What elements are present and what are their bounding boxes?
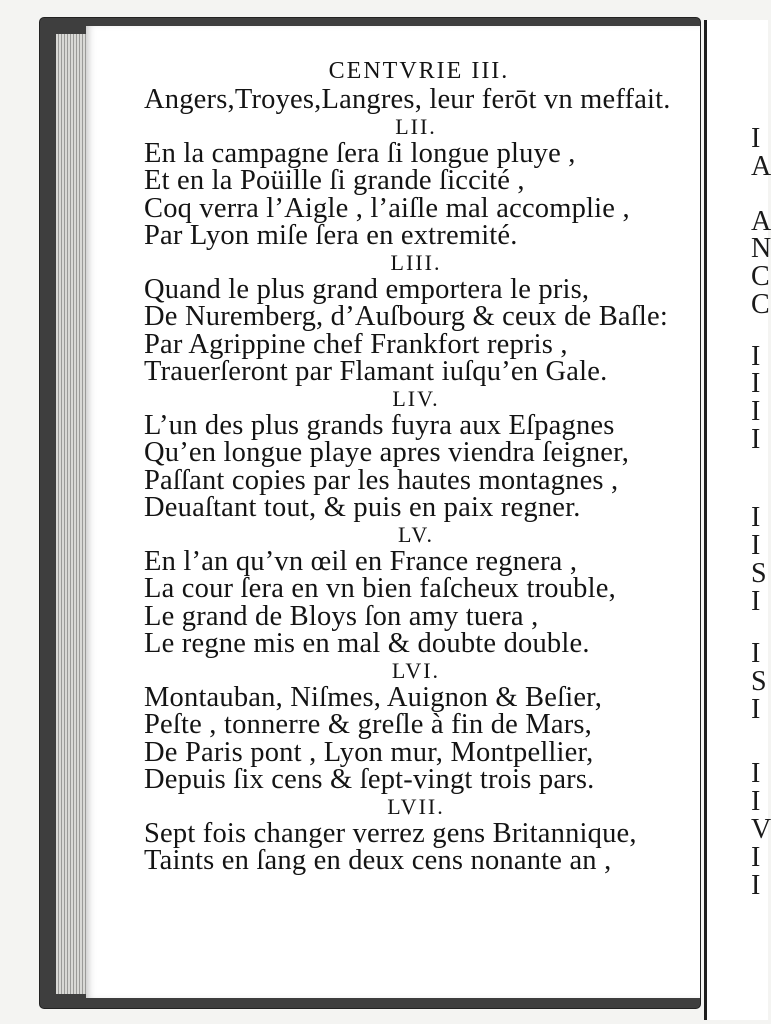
facing-page-fragment: A — [751, 151, 771, 182]
verse-line: Angers,Troyes,Langres, leur ferōt vn meffait. — [144, 84, 671, 115]
verse-line: Par Agrippine chef Frankfort repris , — [144, 328, 568, 360]
facing-page-fragment: C — [751, 289, 770, 320]
verse-line: Deuaſtant tout, & puis en paix regner. — [144, 492, 581, 523]
verse-line: Coq verra l’Aigle , l’aiſle mal accomplie , — [144, 192, 630, 224]
facing-page-fragment: I — [751, 842, 761, 873]
facing-page-fragment: N — [751, 233, 771, 264]
facing-page-fragment: S — [751, 666, 767, 697]
facing-page-fragment: I — [751, 758, 761, 789]
facing-page-fragment: I — [751, 123, 761, 154]
page-text — [144, 56, 671, 876]
quatrain-number: LII. — [395, 113, 437, 139]
verse-line: Taints en ſang en deux cens nonante an , — [144, 845, 612, 876]
facing-page-fragment: I — [751, 368, 761, 399]
verse-line: L’un des plus grands fuyra aux Eſpagnes — [144, 409, 615, 441]
quatrain-number: LVII. — [387, 793, 445, 819]
facing-page-fragment: I — [751, 586, 761, 617]
verse-line: Sept fois changer verrez gens Britannique, — [144, 817, 637, 849]
facing-page-fragment: S — [751, 558, 767, 589]
quatrain-number: LVI. — [391, 657, 441, 683]
quatrain-number: LIII. — [390, 249, 442, 275]
verse-line: Par Lyon miſe ſera en extremité. — [144, 220, 518, 251]
facing-page-fragment: I — [751, 502, 761, 533]
verse-line: Quand le plus grand emportera le pris, — [144, 273, 590, 305]
running-head: CENTVRIE III. — [328, 58, 510, 84]
facing-page-fragment: I — [751, 786, 761, 817]
facing-page-fragment: C — [751, 261, 770, 292]
facing-page-fragment: I — [751, 694, 761, 725]
facing-page-fragment: I — [751, 530, 761, 561]
verse-line: Depuis ſix cens & ſept-vingt trois pars. — [144, 764, 595, 795]
facing-page-fragment: I — [751, 870, 761, 901]
quatrain-number: LV. — [398, 521, 434, 547]
verse-line: Trauerſeront par Flamant iuſqu’en Gale. — [144, 356, 608, 387]
verse-line: De Nuremberg, d’Auſbourg & ceux de Baſle: — [144, 301, 668, 332]
facing-page-fragment: I — [751, 638, 761, 669]
facing-page-fragment: I — [751, 424, 761, 455]
verse-line: Qu’en longue playe apres viendra ſeigner, — [144, 437, 630, 468]
facing-page-fragment: I — [751, 341, 761, 372]
verse-block — [144, 84, 671, 876]
facing-page-fragment: A — [751, 206, 771, 237]
facing-page-fragment: V — [751, 814, 771, 845]
verse-line: Peſte , tonnerre & greſle à fin de Mars, — [144, 709, 593, 740]
verse-line: Paſſant copies par les hautes montagnes , — [144, 464, 619, 496]
verse-line: En la campagne ſera ſi longue pluye , — [144, 137, 576, 169]
quatrain-number: LIV. — [392, 385, 440, 411]
verse-line: Montauban, Niſmes, Auignon & Beſier, — [144, 681, 603, 713]
verse-line: La cour ſera en vn bien faſcheux trouble, — [144, 573, 616, 604]
verse-line: Et en la Poüille ſi grande ſiccité , — [144, 165, 525, 196]
verse-line: De Paris pont , Lyon mur, Montpellier, — [144, 736, 594, 768]
verse-line: Le grand de Bloys ſon amy tuera , — [144, 600, 539, 632]
facing-page-fragment: I — [751, 396, 761, 427]
verse-line: Le regne mis en mal & doubte double. — [144, 628, 590, 659]
facing-page — [704, 20, 771, 1020]
verse-line: En l’an qu’vn œil en France regnera , — [144, 545, 578, 577]
